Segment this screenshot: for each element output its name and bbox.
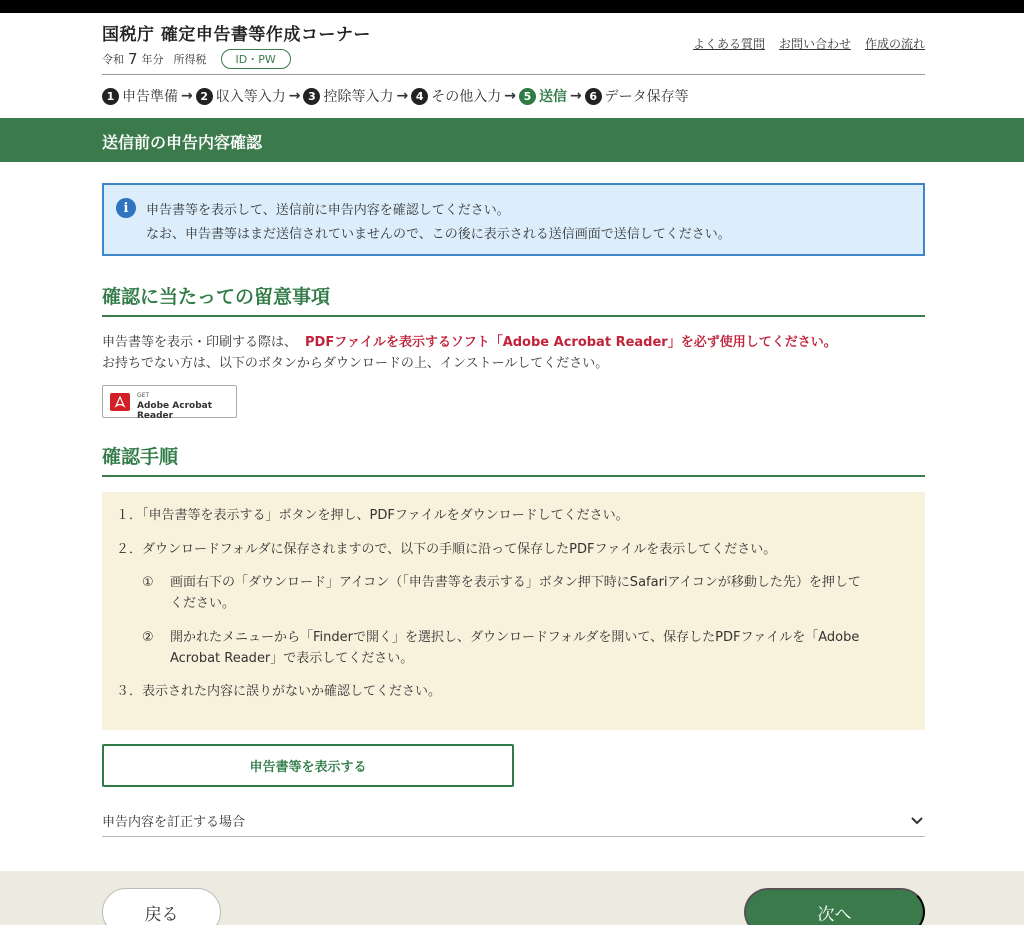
arrow-right-icon: → bbox=[181, 88, 193, 104]
info-box bbox=[102, 183, 925, 256]
step-number-icon: 2 bbox=[196, 88, 213, 105]
procedure-sub-1-line-1: 画面右下の「ダウンロード」アイコン（「申告書等を表示する」ボタン押下時にSafariアイコンが移動した先）を押して bbox=[170, 575, 861, 590]
procedure-box bbox=[102, 492, 925, 730]
year-number: 7 bbox=[128, 50, 138, 68]
correction-accordion[interactable] bbox=[102, 811, 925, 837]
adobe-pdf-icon bbox=[110, 393, 130, 411]
step-4 bbox=[411, 86, 501, 106]
faq-link[interactable]: よくある質問 bbox=[692, 37, 765, 51]
header-links bbox=[693, 35, 925, 52]
step-label: データ保存等 bbox=[604, 89, 689, 105]
site-title: 国税庁 確定申告書等作成コーナー bbox=[102, 25, 371, 45]
step-label: 収入等入力 bbox=[215, 89, 286, 105]
auth-badge: ID・PW bbox=[221, 49, 291, 69]
acrobat-requirement-emphasis: PDFファイルを表示するソフト「Adobe Acrobat Reader」を必ず使用してください。 bbox=[305, 335, 837, 350]
page-title-banner bbox=[0, 118, 1024, 162]
step-1 bbox=[102, 86, 178, 106]
procedure-sub-1-line-2: ください。 bbox=[170, 596, 236, 611]
era-label: 令和 bbox=[102, 53, 124, 66]
procedure-sub-2-mark: ② bbox=[142, 630, 154, 645]
chevron-down-icon bbox=[911, 813, 923, 829]
progress-steps bbox=[102, 86, 689, 106]
step-number-icon: 5 bbox=[519, 88, 536, 105]
correction-label: 申告内容を訂正する場合 bbox=[102, 815, 246, 830]
next-button[interactable]: 次へ bbox=[744, 888, 925, 925]
get-acrobat-reader-button[interactable] bbox=[102, 385, 237, 421]
arrow-right-icon: → bbox=[569, 88, 582, 104]
arrow-right-icon: → bbox=[504, 88, 516, 104]
procedure-step-2: ２．ダウンロードフォルダに保存されますので、以下の手順に沿って保存したPDFファイルを表示してください。 bbox=[116, 542, 777, 557]
arrow-right-icon: → bbox=[288, 88, 301, 104]
back-button[interactable]: 戻る bbox=[102, 888, 221, 925]
info-line-1: 申告書等を表示して、送信前に申告内容を確認してください。 bbox=[146, 203, 510, 218]
tax-year-line bbox=[102, 49, 291, 69]
notes-heading: 確認に当たっての留意事項 bbox=[102, 282, 925, 317]
year-suffix: 年分 bbox=[141, 53, 164, 66]
step-5-current bbox=[519, 86, 567, 106]
acrobat-name-label: Adobe Acrobat Reader bbox=[137, 401, 213, 421]
show-return-button[interactable]: 申告書等を表示する bbox=[102, 744, 514, 787]
page-title: 送信前の申告内容確認 bbox=[102, 133, 263, 152]
step-label: その他入力 bbox=[431, 89, 502, 105]
top-black-bar bbox=[0, 0, 1024, 13]
step-label: 送信 bbox=[538, 89, 567, 105]
procedure-sub-1-mark: ① bbox=[142, 575, 154, 590]
step-label: 申告準備 bbox=[122, 89, 178, 105]
step-number-icon: 4 bbox=[411, 88, 428, 105]
procedure-step-1: １．「申告書等を表示する」ボタンを押し、PDFファイルをダウンロードしてください。 bbox=[116, 508, 629, 523]
step-2 bbox=[196, 86, 286, 106]
footer-nav bbox=[0, 871, 1024, 925]
step-number-icon: 1 bbox=[102, 88, 119, 105]
info-line-2: なお、申告書等はまだ送信されていませんので、この後に表示される送信画面で送信してください。 bbox=[146, 227, 731, 242]
notes-line-1-prefix: 申告書等を表示・印刷する際は、 bbox=[102, 335, 298, 350]
step-number-icon: 6 bbox=[585, 88, 602, 105]
procedure-sub-2-line-1: 開かれたメニューから「Finderで開く」を選択し、ダウンロードフォルダを開いて、保存したPDFファイルを「Adobe bbox=[170, 630, 860, 645]
step-6 bbox=[585, 86, 689, 106]
step-3 bbox=[303, 86, 393, 106]
notes-line-1 bbox=[102, 331, 837, 350]
procedure-sub-2-line-2: Acrobat Reader」で表示してください。 bbox=[170, 651, 414, 666]
procedure-heading: 確認手順 bbox=[102, 442, 925, 477]
contact-link[interactable]: お問い合わせ bbox=[778, 37, 851, 51]
notes-line-2: お持ちでない方は、以下のボタンからダウンロードの上、インストールしてください。 bbox=[102, 356, 609, 371]
site-header bbox=[102, 13, 925, 75]
acrobat-get-label: GET bbox=[137, 392, 150, 399]
step-number-icon: 3 bbox=[303, 88, 320, 105]
info-icon: i bbox=[116, 198, 136, 218]
tax-type: 所得税 bbox=[173, 53, 207, 66]
procedure-step-3: ３．表示された内容に誤りがないか確認してください。 bbox=[116, 684, 442, 699]
flow-link[interactable]: 作成の流れ bbox=[864, 37, 925, 51]
step-label: 控除等入力 bbox=[323, 89, 394, 105]
arrow-right-icon: → bbox=[396, 88, 409, 104]
